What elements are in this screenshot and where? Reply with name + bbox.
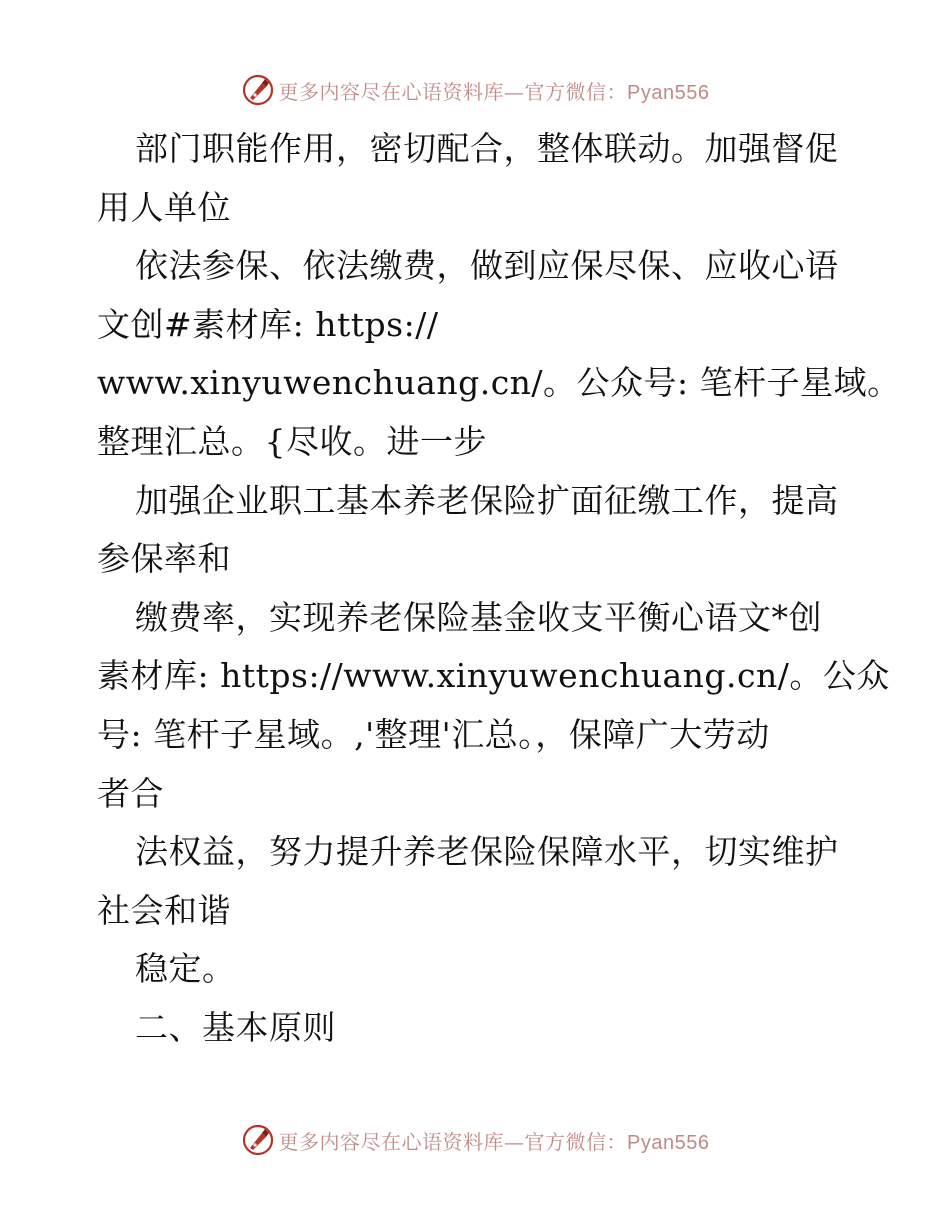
paragraph-line: 加强企业职工基本养老保险扩面征缴工作，提高 bbox=[135, 480, 839, 520]
paragraph-line: 整理汇总。{尽收。进一步 bbox=[97, 421, 487, 461]
paragraph-line: 用人单位 bbox=[97, 187, 231, 227]
header-watermark-banner bbox=[0, 70, 950, 110]
footer-banner-text: 更多内容尽在心语资料库—官方微信： bbox=[278, 1129, 628, 1154]
header-banner-wechat: Pyan556 bbox=[627, 81, 710, 104]
paragraph-line: 缴费率，实现养老保险基金收支平衡心语文*创 bbox=[135, 597, 822, 637]
footer-banner-wechat: Pyan556 bbox=[627, 1131, 710, 1154]
paragraph-line: 社会和谐 bbox=[97, 890, 231, 930]
paragraph-line: 参保率和 bbox=[97, 539, 231, 579]
paragraph-line: 部门职能作用，密切配合，整体联动。加强督促 bbox=[135, 129, 839, 168]
section-heading: 二、基本原则 bbox=[135, 1007, 336, 1047]
header-banner-text: 更多内容尽在心语资料库—官方微信： bbox=[278, 79, 628, 104]
paragraph-line: 号: 笔杆子星域。,'整理'汇总。，保障广大劳动 bbox=[97, 714, 770, 754]
paragraph-line: 法权益，努力提升养老保险保障水平，切实维护 bbox=[135, 832, 839, 872]
paragraph-line: 素材库: https://www.xinyuwenchuang.cn/。公众 bbox=[97, 656, 890, 696]
paragraph-line: 文创#素材库: https:// bbox=[97, 304, 439, 344]
document-body bbox=[97, 120, 901, 1058]
pen-nib-logo-icon bbox=[241, 1123, 275, 1157]
footer-watermark-banner bbox=[0, 1120, 950, 1160]
paragraph-line: www.xinyuwenchuang.cn/。公众号: 笔杆子星域。 bbox=[97, 363, 901, 403]
pen-nib-logo-icon bbox=[241, 73, 275, 107]
paragraph-line: 依法参保、依法缴费，做到应保尽保、应收心语 bbox=[135, 246, 839, 286]
paragraph-line: 稳定。 bbox=[135, 949, 236, 989]
paragraph-line: 者合 bbox=[97, 773, 164, 813]
